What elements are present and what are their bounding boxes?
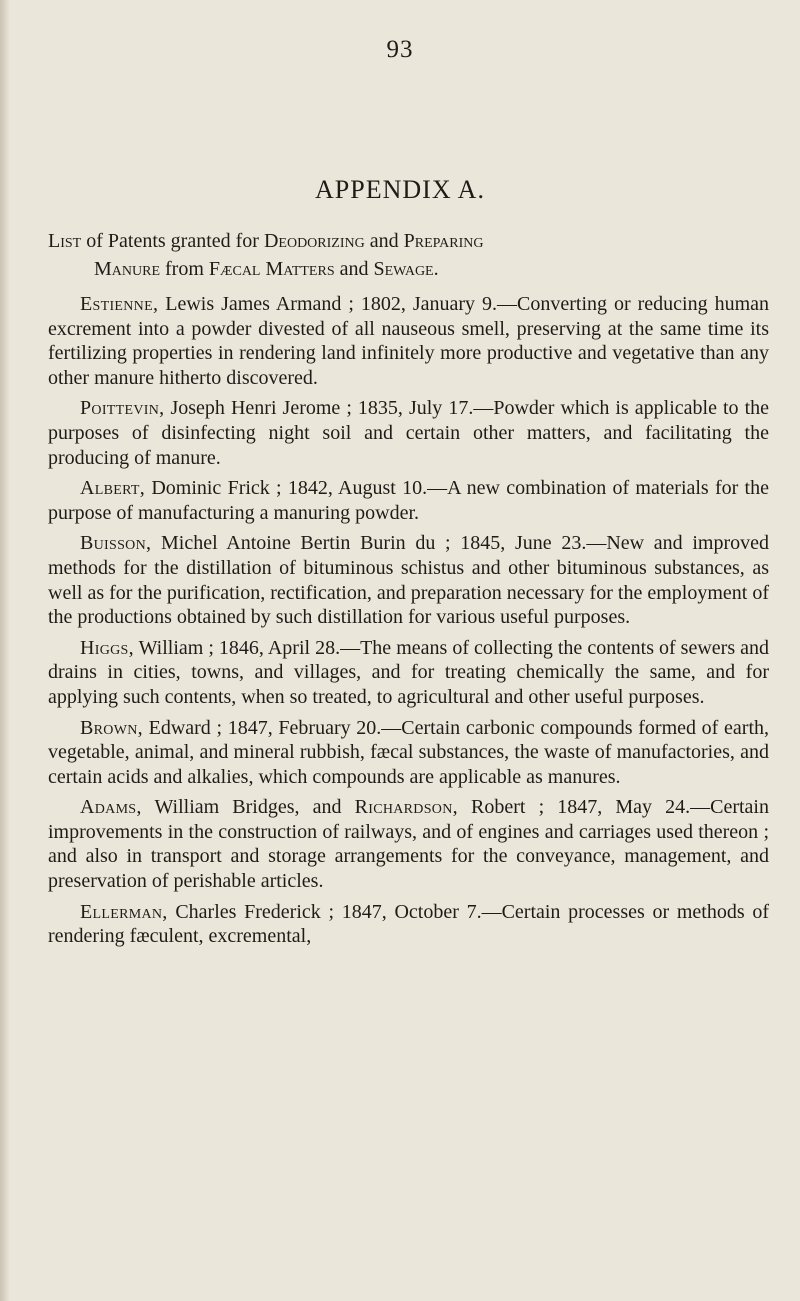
page-number: 93 (386, 36, 414, 63)
heading-line-2 (48, 255, 768, 283)
patent-entry (48, 795, 769, 893)
patent-entry (48, 636, 769, 710)
patent-entry (48, 292, 769, 390)
heading-text: Patents granted for (107, 230, 259, 252)
patent-entry (48, 716, 769, 790)
appendix-title: APPENDIX A. (315, 175, 485, 204)
heading-word-list: List (48, 230, 82, 252)
heading-word-and: and (369, 230, 399, 252)
heading-word-of: of (86, 230, 103, 252)
patent-details: Edward ; 1847, February 20.—Certain carbonic compounds formed of earth, vegetable, animal, and mineral rubbish, fæcal substances, the waste of manufactories, and certain acids and alkalies, which compounds are applicable as manures. (48, 716, 769, 788)
patent-details: Michel Antoine Bertin Burin du ; 1845, June 23.—New and improved methods for the distillation of bituminous schistus and other bituminous substances, as well as for the purification, rectification, and preparation necessary for the employment of the productions obtained by such distillation for various useful purposes. (48, 532, 769, 629)
patent-details: Joseph Henri Jerome ; 1835, July 17.—Powder which is applicable to the purposes of disinfecting night soil and certain other matters, and facilitating the producing of manure. (48, 397, 770, 469)
patentee-name: Ellerman, (80, 900, 168, 923)
patentee-name: Brown, (80, 716, 143, 739)
heading-deodorizing: Deodorizing (263, 230, 365, 252)
patentee-name: Albert, (80, 477, 146, 500)
patentee-name: Higgs, (80, 636, 134, 659)
patent-details: Lewis James Armand ; 1802, January 9.—Converting or reducing human excrement into a powder divested of all nauseous smell, preserving at the same time its fertilizing properties in rendering land infinitely more productive and vegetative than any other manure hitherto discovered. (48, 293, 770, 389)
heading-sewage: Sewage. (373, 258, 439, 280)
patent-details: William Bridges, and (154, 796, 342, 819)
heading-faecal-matters: Fæcal Matters (208, 258, 335, 280)
patentee-name: Buisson, (80, 532, 152, 555)
patent-details: Dominic Frick ; 1842, August 10.—A new combination of materials for the purpose of manufacturing a manuring powder. (48, 477, 769, 524)
patent-entry (48, 531, 769, 629)
patent-details: William ; 1846, April 28.—The means of collecting the contents of sewers and drains in cities, towns, and villages, and for treating chemically the same, and for applying such contents, when so treated, to agricultural and other useful purposes. (48, 636, 770, 708)
heading-word-and-2: and (339, 258, 369, 280)
patent-entry (48, 476, 769, 525)
heading-preparing: Preparing (403, 230, 484, 252)
patent-details-2: Robert ; 1847, May 24.—Certain improvements in the construction of railways, and of engines and carriages used thereon ; and also in transport and storage arrangements for the conveyance, management, and preservation of perishable articles. (48, 796, 769, 893)
patent-details: Charles Frederick ; 1847, October 7.—Certain processes or methods of rendering fæculent, excremental, (48, 900, 770, 948)
patentee-name: Poittevin, (80, 397, 165, 420)
patent-entry (48, 900, 769, 949)
patentee-name: Estienne, (80, 293, 159, 315)
heading-manure: Manure (94, 258, 161, 280)
heading-word-from: from (165, 258, 204, 280)
patentee-name-2: Richardson, (354, 796, 458, 819)
patentee-name: Adams, (80, 796, 142, 819)
patent-entry (48, 396, 769, 470)
patent-list (48, 292, 769, 955)
list-heading (48, 227, 768, 283)
